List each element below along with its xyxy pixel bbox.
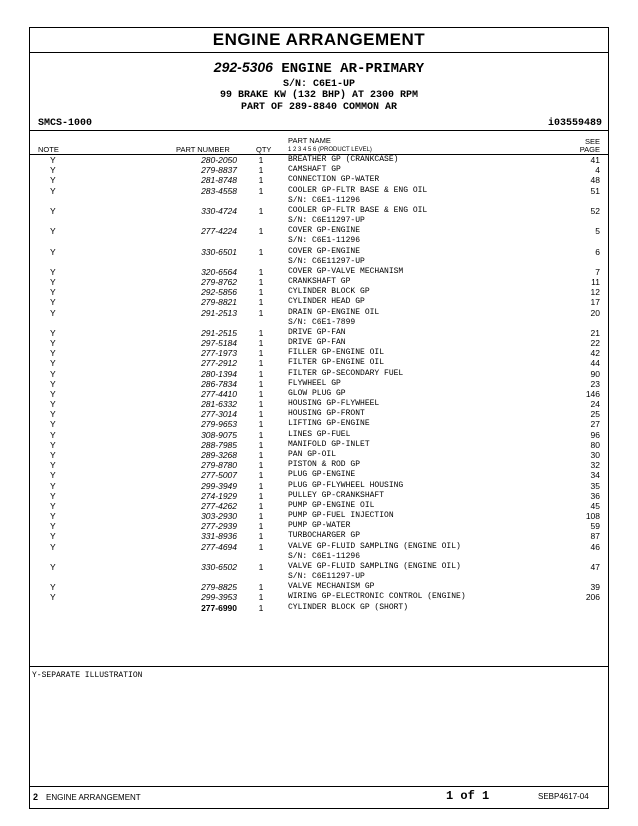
table-row <box>30 592 608 602</box>
qty-cell: 1 <box>258 338 264 349</box>
note-cell: Y <box>50 419 56 430</box>
table-row <box>30 308 608 318</box>
page-cell: 5 <box>595 226 600 237</box>
page-cell: 36 <box>590 490 600 501</box>
part-name-cell: PUMP GP-FUEL INJECTION <box>288 511 394 521</box>
table-row <box>30 155 608 165</box>
part-number-cell: 283-4558 <box>201 185 237 196</box>
part-name-cell: S/N: C6E1-7899 <box>288 317 356 327</box>
part-number-cell: 277-6990 <box>201 602 237 613</box>
note-cell: Y <box>50 246 56 257</box>
part-number-cell: 303-2930 <box>201 511 237 522</box>
part-name-cell: VALVE MECHANISM GP <box>288 582 375 592</box>
qty-cell: 1 <box>258 388 264 399</box>
part-name-cell: FILTER GP-ENGINE OIL <box>288 358 385 368</box>
qty-cell: 1 <box>258 287 264 298</box>
qty-cell: 1 <box>258 226 264 237</box>
page-cell: 20 <box>590 307 600 318</box>
part-number-cell: 330-6502 <box>201 561 237 572</box>
note-cell: Y <box>50 561 56 572</box>
page-cell: 6 <box>595 246 600 257</box>
note-cell: Y <box>50 358 56 369</box>
table-row <box>30 216 608 226</box>
page-cell: 21 <box>590 327 600 338</box>
part-name-cell: S/N: C6E1-11296 <box>288 551 361 561</box>
part-name-cell: HOUSING GP-FRONT <box>288 409 365 419</box>
page-cell: 90 <box>590 368 600 379</box>
page-cell: 17 <box>590 297 600 308</box>
table-row <box>30 460 608 470</box>
qty-cell: 1 <box>258 439 264 450</box>
part-name-cell: S/N: C6E11297-UP <box>288 256 365 266</box>
page-cell: 12 <box>590 287 600 298</box>
column-product-level: 1 2 3 4 5 6 (PRODUCT LEVEL) <box>288 147 372 153</box>
note-cell: Y <box>50 378 56 389</box>
part-number-cell: 279-8837 <box>201 165 237 176</box>
page-cell: 7 <box>595 266 600 277</box>
page-cell: 41 <box>590 155 600 165</box>
title-rule <box>30 52 608 53</box>
note-cell: Y <box>50 500 56 511</box>
qty-cell: 1 <box>258 409 264 420</box>
part-name-cell: PLUG GP-FLYWHEEL HOUSING <box>288 480 404 490</box>
table-row <box>30 501 608 511</box>
part-number-cell: 277-4262 <box>201 500 237 511</box>
page-cell: 96 <box>590 429 600 440</box>
footer-rule <box>30 786 608 787</box>
part-number-cell: 277-4410 <box>201 388 237 399</box>
page-cell: 48 <box>590 175 600 186</box>
part-number-cell: 299-3953 <box>201 592 237 603</box>
assembly-part-title: ENGINE AR-PRIMARY <box>281 61 425 77</box>
note-cell: Y <box>50 205 56 216</box>
part-number-cell: 280-1394 <box>201 368 237 379</box>
part-number-cell: 308-9075 <box>201 429 237 440</box>
part-name-cell: LIFTING GP-ENGINE <box>288 419 370 429</box>
part-number-cell: 279-8821 <box>201 297 237 308</box>
note-cell: Y <box>50 439 56 450</box>
qty-cell: 1 <box>258 205 264 216</box>
page-cell: 108 <box>585 511 600 522</box>
table-row <box>30 430 608 440</box>
column-qty: QTY <box>256 145 272 154</box>
table-row <box>30 277 608 287</box>
qty-cell: 1 <box>258 348 264 359</box>
note-cell: Y <box>50 185 56 196</box>
part-number-cell: 297-5184 <box>201 338 237 349</box>
part-number-cell: 277-5007 <box>201 470 237 481</box>
note-cell: Y <box>50 338 56 349</box>
part-number-cell: 330-6501 <box>201 246 237 257</box>
table-row <box>30 257 608 267</box>
note-cell: Y <box>50 490 56 501</box>
qty-cell: 1 <box>258 155 264 165</box>
note-cell: Y <box>50 226 56 237</box>
note-cell: Y <box>50 429 56 440</box>
part-name-cell: GLOW PLUG GP <box>288 388 346 398</box>
part-number-cell: 279-8780 <box>201 460 237 471</box>
page-cell: 25 <box>590 409 600 420</box>
table-row <box>30 348 608 358</box>
note-cell: Y <box>50 368 56 379</box>
part-number-cell: 320-6564 <box>201 266 237 277</box>
page-cell: 44 <box>590 358 600 369</box>
page-title: ENGINE ARRANGEMENT <box>212 30 426 49</box>
table-row <box>30 328 608 338</box>
document-frame <box>29 27 609 809</box>
part-number-cell: 277-4224 <box>201 226 237 237</box>
part-name-cell: TURBOCHARGER GP <box>288 531 361 541</box>
smcs-code: SMCS-1000 <box>38 118 93 129</box>
page-cell: 52 <box>590 205 600 216</box>
page-cell: 32 <box>590 460 600 471</box>
footer-pager: 1 of 1 <box>446 789 490 803</box>
part-name-cell: PUMP GP-ENGINE OIL <box>288 500 375 510</box>
part-name-cell: CYLINDER HEAD GP <box>288 297 365 307</box>
page-cell: 34 <box>590 470 600 481</box>
page-cell: 11 <box>591 277 600 288</box>
table-row <box>30 226 608 236</box>
table-row <box>30 440 608 450</box>
note-cell: Y <box>50 165 56 176</box>
part-name-cell: S/N: C6E11297-UP <box>288 572 365 582</box>
table-row <box>30 206 608 216</box>
note-cell: Y <box>50 266 56 277</box>
note-cell: Y <box>50 449 56 460</box>
qty-cell: 1 <box>258 419 264 430</box>
part-name-cell: CYLINDER BLOCK GP (SHORT) <box>288 602 409 612</box>
note-cell: Y <box>50 297 56 308</box>
column-note: NOTE <box>38 145 59 154</box>
page-cell: 80 <box>590 439 600 450</box>
part-of-line: PART OF 289-8840 COMMON AR <box>240 102 398 113</box>
part-name-cell: CONNECTION GP-WATER <box>288 175 380 185</box>
qty-cell: 1 <box>258 246 264 257</box>
part-number-cell: 280-2050 <box>201 155 237 165</box>
part-number-cell: 274-1929 <box>201 490 237 501</box>
part-name-cell: DRIVE GP-FAN <box>288 327 346 337</box>
table-row <box>30 511 608 521</box>
note-cell: Y <box>50 592 56 603</box>
serial-range: S/N: C6E1-UP <box>282 79 355 90</box>
table-row <box>30 552 608 562</box>
page-cell: 23 <box>590 378 600 389</box>
note-cell: Y <box>50 460 56 471</box>
note-cell: Y <box>50 327 56 338</box>
footnote: Y-SEPARATE ILLUSTRATION <box>32 671 143 680</box>
note-cell: Y <box>50 541 56 552</box>
page-cell: 30 <box>590 449 600 460</box>
part-number-cell: 281-8748 <box>201 175 237 186</box>
column-see-label: SEE <box>584 137 600 146</box>
page-cell: 51 <box>590 185 600 196</box>
note-cell: Y <box>50 511 56 522</box>
note-cell: Y <box>50 399 56 410</box>
part-name-cell: FILTER GP-SECONDARY FUEL <box>288 368 404 378</box>
table-row <box>30 481 608 491</box>
qty-cell: 1 <box>258 541 264 552</box>
page-cell: 22 <box>590 338 600 349</box>
page-cell: 4 <box>595 165 600 176</box>
part-name-cell: S/N: C6E1-11296 <box>288 195 361 205</box>
page-cell: 46 <box>590 541 600 552</box>
table-row <box>30 379 608 389</box>
part-number-cell: 288-7985 <box>201 439 237 450</box>
note-cell: Y <box>50 480 56 491</box>
part-number-cell: 331-8936 <box>201 531 237 542</box>
part-name-cell: COVER GP-ENGINE <box>288 246 361 256</box>
table-row <box>30 247 608 257</box>
part-name-cell: COVER GP-ENGINE <box>288 226 361 236</box>
part-number-cell: 292-5856 <box>201 287 237 298</box>
table-row <box>30 389 608 399</box>
part-number-cell: 291-2513 <box>201 307 237 318</box>
page-cell: 35 <box>590 480 600 491</box>
page-cell: 87 <box>590 531 600 542</box>
part-name-cell: LINES GP-FUEL <box>288 429 351 439</box>
part-number-cell: 330-4724 <box>201 205 237 216</box>
part-number-cell: 286-7834 <box>201 378 237 389</box>
part-number-cell: 279-9653 <box>201 419 237 430</box>
part-name-cell: VALVE GP-FLUID SAMPLING (ENGINE OIL) <box>288 561 461 571</box>
qty-cell: 1 <box>258 266 264 277</box>
page-cell: 27 <box>590 419 600 430</box>
footer-page-number: 2 <box>33 792 39 802</box>
part-name-cell: FILLER GP-ENGINE OIL <box>288 348 385 358</box>
note-cell: Y <box>50 521 56 532</box>
footer-doc-id: SEBP4617-04 <box>538 792 589 801</box>
qty-cell: 1 <box>258 460 264 471</box>
part-number-cell: 277-3014 <box>201 409 237 420</box>
part-number-cell: 277-4694 <box>201 541 237 552</box>
part-number-cell: 281-6332 <box>201 399 237 410</box>
qty-cell: 1 <box>258 480 264 491</box>
part-name-cell: S/N: C6E1-11296 <box>288 236 361 246</box>
note-cell: Y <box>50 287 56 298</box>
part-name-cell: DRAIN GP-ENGINE OIL <box>288 307 380 317</box>
qty-cell: 1 <box>258 561 264 572</box>
table-row <box>30 531 608 541</box>
qty-cell: 1 <box>258 368 264 379</box>
table-row <box>30 399 608 409</box>
qty-cell: 1 <box>258 429 264 440</box>
part-number-cell: 277-2939 <box>201 521 237 532</box>
qty-cell: 1 <box>258 297 264 308</box>
qty-cell: 1 <box>258 511 264 522</box>
qty-cell: 1 <box>258 358 264 369</box>
table-row <box>30 175 608 185</box>
page-cell: 47 <box>590 561 600 572</box>
page-cell: 39 <box>590 582 600 593</box>
column-page-label: PAGE <box>579 145 600 154</box>
table-row <box>30 470 608 480</box>
part-number-cell: 279-8762 <box>201 277 237 288</box>
column-part-number: PART NUMBER <box>176 145 230 154</box>
qty-cell: 1 <box>258 277 264 288</box>
part-name-cell: HOUSING GP-FLYWHEEL <box>288 399 380 409</box>
table-row <box>30 287 608 297</box>
part-name-cell: COVER GP-VALVE MECHANISM <box>288 266 404 276</box>
engine-rating: 99 BRAKE KW (132 BHP) AT 2300 RPM <box>219 90 419 101</box>
qty-cell: 1 <box>258 602 264 613</box>
qty-cell: 1 <box>258 531 264 542</box>
table-row <box>30 603 608 613</box>
table-row <box>30 409 608 419</box>
table-row <box>30 419 608 429</box>
part-name-cell: S/N: C6E11297-UP <box>288 216 365 226</box>
table-row <box>30 267 608 277</box>
qty-cell: 1 <box>258 185 264 196</box>
page-cell: 45 <box>590 500 600 511</box>
qty-cell: 1 <box>258 582 264 593</box>
table-row <box>30 450 608 460</box>
table-row <box>30 358 608 368</box>
part-number-cell: 279-8825 <box>201 582 237 593</box>
note-cell: Y <box>50 531 56 542</box>
part-name-cell: FLYWHEEL GP <box>288 378 341 388</box>
column-part-name: PART NAME <box>288 136 331 145</box>
part-name-cell: COOLER GP-FLTR BASE & ENG OIL <box>288 205 428 215</box>
note-cell: Y <box>50 155 56 165</box>
footer-section: ENGINE ARRANGEMENT <box>46 793 141 802</box>
table-row <box>30 236 608 246</box>
part-name-cell: CYLINDER BLOCK GP <box>288 287 370 297</box>
table-row <box>30 338 608 348</box>
page-cell: 24 <box>590 399 600 410</box>
table-row <box>30 196 608 206</box>
table-row <box>30 165 608 175</box>
note-cell: Y <box>50 277 56 288</box>
qty-cell: 1 <box>258 521 264 532</box>
part-name-cell: PAN GP-OIL <box>288 449 337 459</box>
qty-cell: 1 <box>258 327 264 338</box>
page-cell: 59 <box>590 521 600 532</box>
part-name-cell: WIRING GP-ELECTRONIC CONTROL (ENGINE) <box>288 592 466 602</box>
part-name-cell: DRIVE GP-FAN <box>288 338 346 348</box>
page-cell: 206 <box>585 592 600 603</box>
note-cell: Y <box>50 470 56 481</box>
table-row <box>30 369 608 379</box>
table-row <box>30 186 608 196</box>
note-cell: Y <box>50 175 56 186</box>
column-see-page <box>580 138 600 154</box>
part-name-cell: PULLEY GP-CRANKSHAFT <box>288 490 385 500</box>
table-row <box>30 297 608 307</box>
part-name-cell: PISTON & ROD GP <box>288 460 361 470</box>
part-number-cell: 289-3268 <box>201 449 237 460</box>
note-cell: Y <box>50 409 56 420</box>
table-row <box>30 582 608 592</box>
table-row <box>30 562 608 572</box>
part-name-cell: PLUG GP-ENGINE <box>288 470 356 480</box>
qty-cell: 1 <box>258 307 264 318</box>
qty-cell: 1 <box>258 490 264 501</box>
document-ident: i03559489 <box>547 118 602 129</box>
part-name-cell: VALVE GP-FLUID SAMPLING (ENGINE OIL) <box>288 541 461 551</box>
parts-list <box>30 155 608 613</box>
part-name-cell: CAMSHAFT GP <box>288 165 341 175</box>
assembly-part-number: 292-5306 <box>213 59 273 75</box>
qty-cell: 1 <box>258 175 264 186</box>
qty-cell: 1 <box>258 399 264 410</box>
part-number-cell: 277-1973 <box>201 348 237 359</box>
qty-cell: 1 <box>258 165 264 176</box>
qty-cell: 1 <box>258 592 264 603</box>
table-row <box>30 318 608 328</box>
part-number-cell: 291-2515 <box>201 327 237 338</box>
note-cell: Y <box>50 582 56 593</box>
qty-cell: 1 <box>258 378 264 389</box>
qty-cell: 1 <box>258 500 264 511</box>
table-row <box>30 521 608 531</box>
part-number-cell: 277-2912 <box>201 358 237 369</box>
footer-left <box>33 792 141 802</box>
note-cell: Y <box>50 388 56 399</box>
assembly-heading <box>30 59 608 77</box>
page-cell: 42 <box>590 348 600 359</box>
part-name-cell: MANIFOLD GP-INLET <box>288 439 370 449</box>
header-rule <box>30 130 608 131</box>
table-row <box>30 491 608 501</box>
part-name-cell: BREATHER GP (CRANKCASE) <box>288 155 399 164</box>
qty-cell: 1 <box>258 470 264 481</box>
table-row <box>30 542 608 552</box>
qty-cell: 1 <box>258 449 264 460</box>
note-cell: Y <box>50 307 56 318</box>
list-end-rule <box>30 666 608 667</box>
part-number-cell: 299-3949 <box>201 480 237 491</box>
note-cell: Y <box>50 348 56 359</box>
part-name-cell: CRANKSHAFT GP <box>288 277 351 287</box>
part-name-cell: PUMP GP-WATER <box>288 521 351 531</box>
part-name-cell: COOLER GP-FLTR BASE & ENG OIL <box>288 185 428 195</box>
page-cell: 146 <box>585 388 600 399</box>
table-row <box>30 572 608 582</box>
